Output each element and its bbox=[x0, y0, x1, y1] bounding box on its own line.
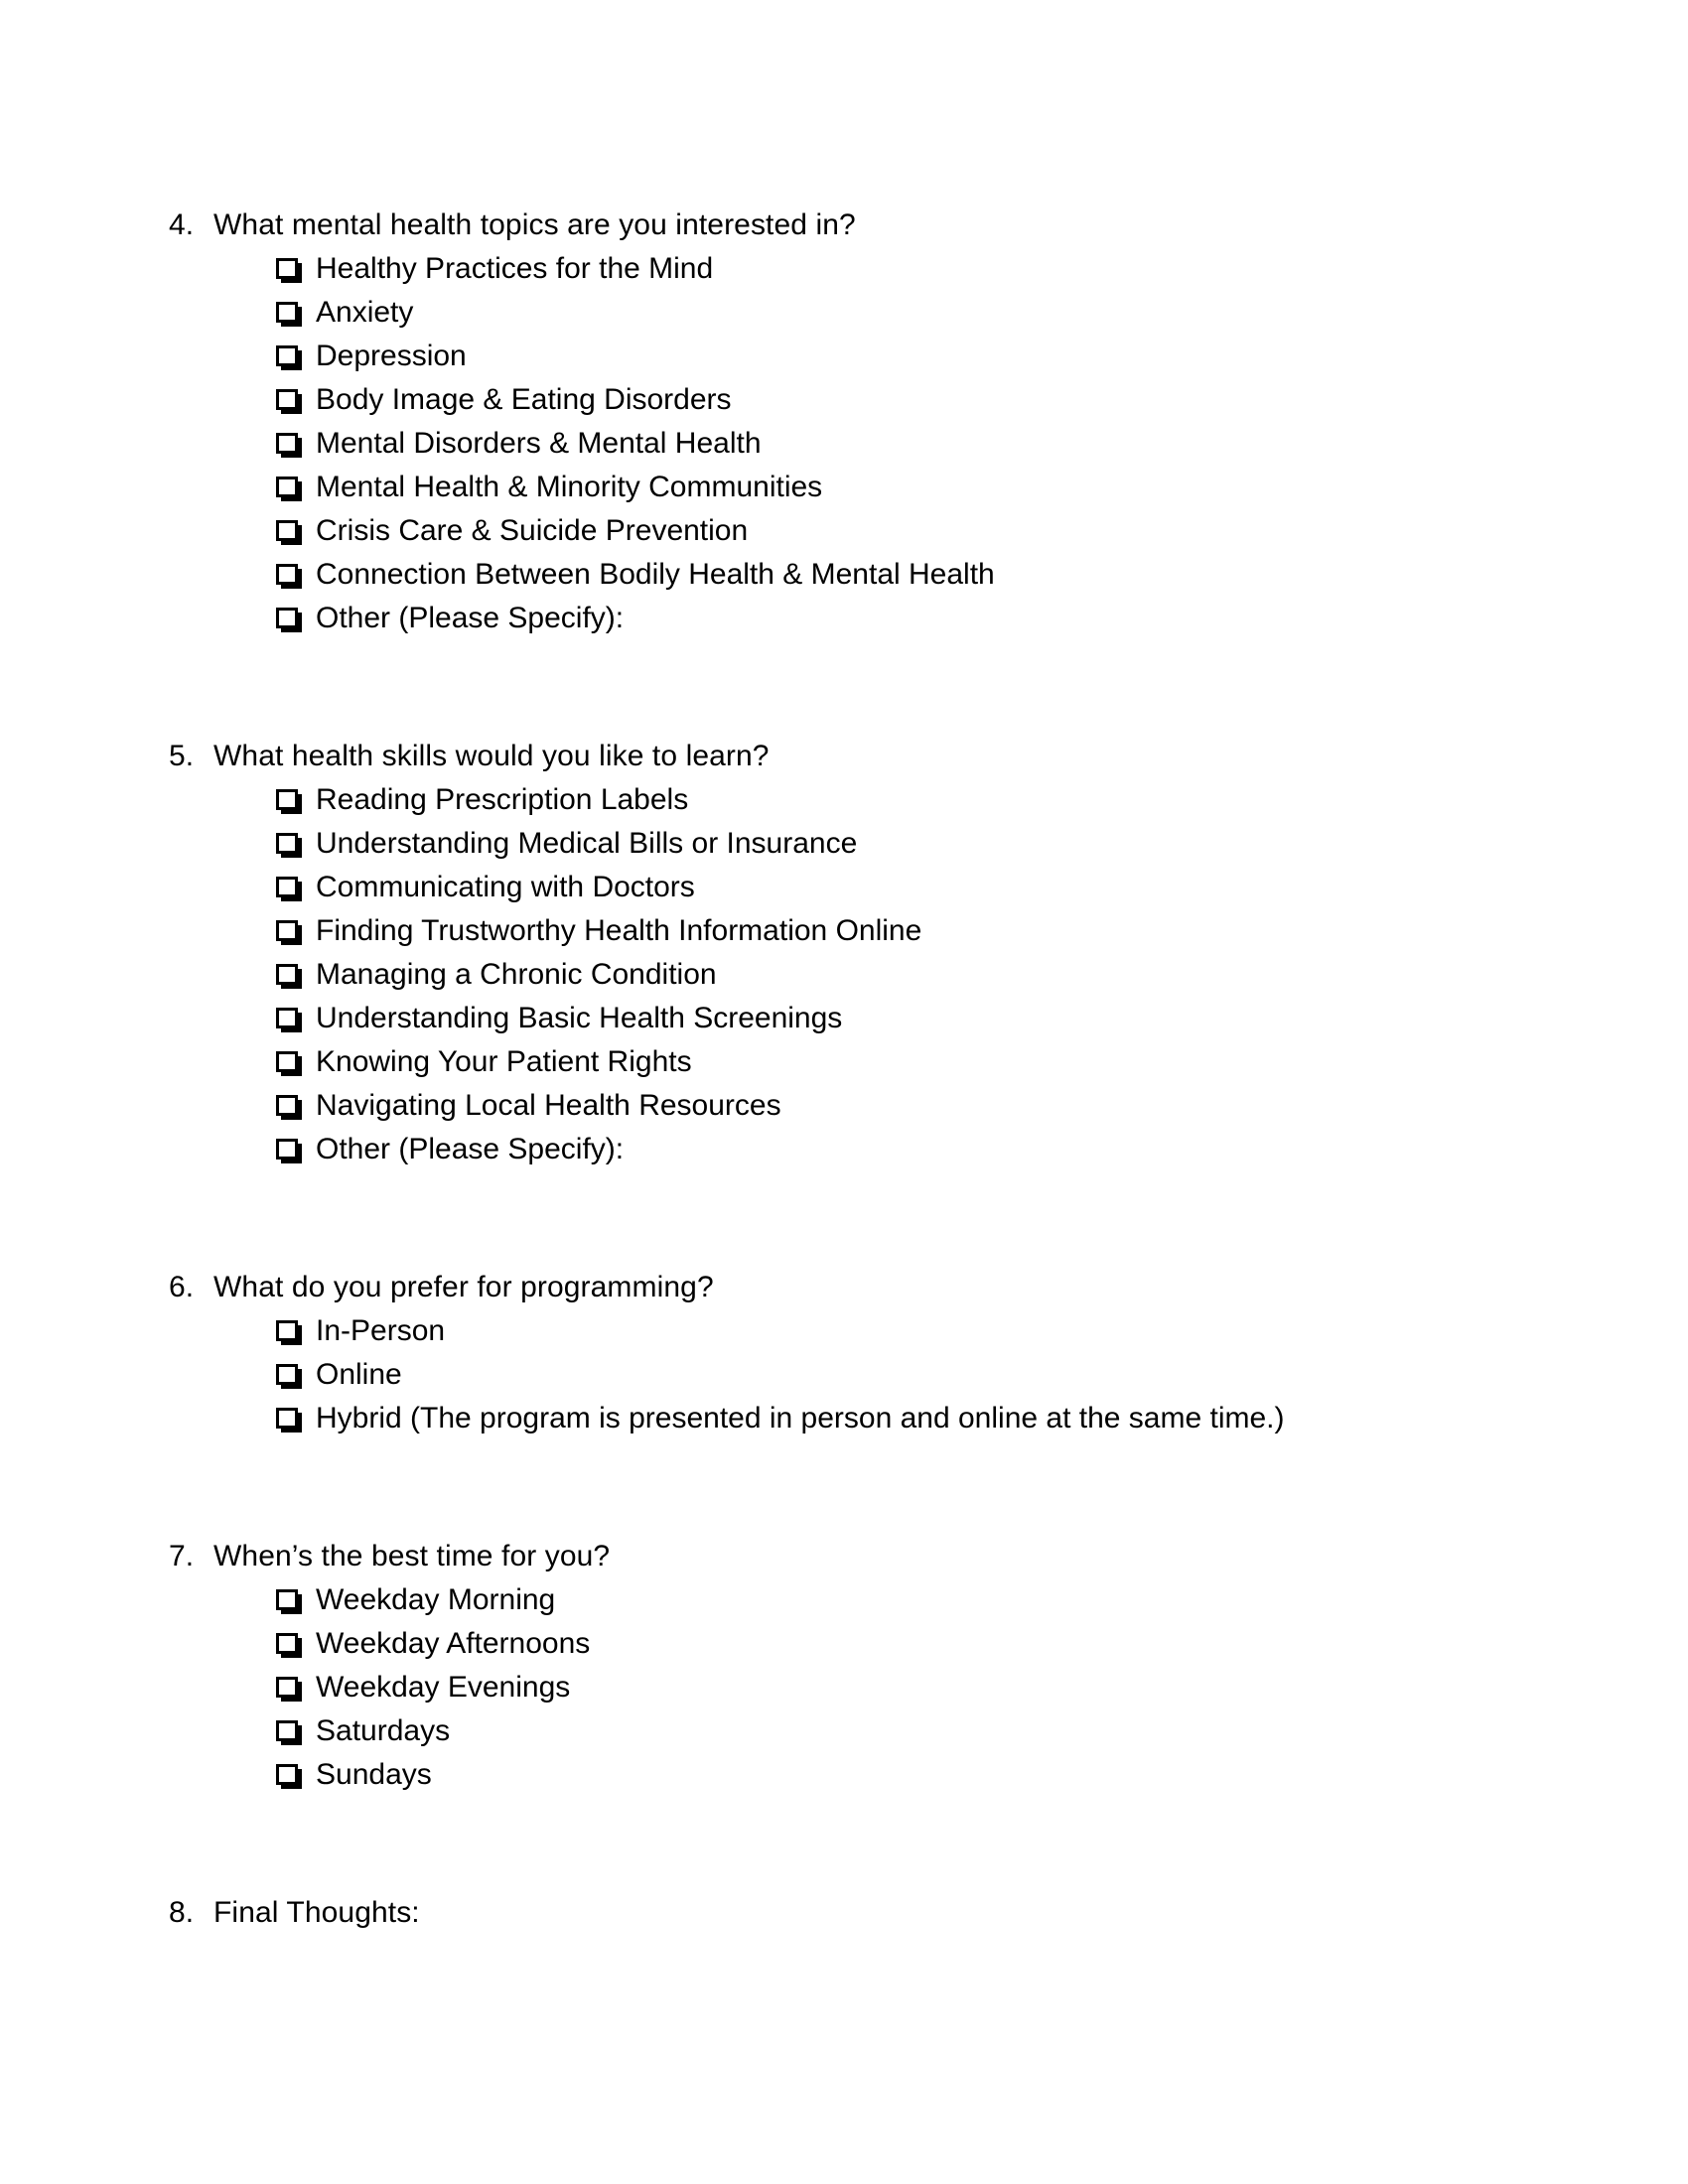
checkbox-option-label: Knowing Your Patient Rights bbox=[316, 1045, 692, 1078]
question-number: 5. bbox=[169, 740, 195, 772]
checkbox-icon[interactable] bbox=[276, 1040, 316, 1084]
checkbox-option-label: Connection Between Bodily Health & Mental Health bbox=[316, 558, 995, 591]
question-text: What mental health topics are you interested in? bbox=[213, 208, 856, 241]
checkbox-option-label: Other (Please Specify): bbox=[316, 1133, 625, 1165]
checkbox-icon[interactable] bbox=[276, 778, 316, 822]
question-block bbox=[169, 1891, 1519, 2133]
checkbox-option-row[interactable] bbox=[169, 291, 1519, 335]
question-number: 8. bbox=[169, 1896, 195, 1929]
checkbox-option-label: Body Image & Eating Disorders bbox=[316, 383, 732, 416]
question-block bbox=[169, 735, 1519, 1171]
option-list bbox=[169, 778, 1519, 1171]
checkbox-option-row[interactable] bbox=[169, 247, 1519, 291]
checkbox-option-row[interactable] bbox=[169, 466, 1519, 509]
checkbox-option-label: Weekday Morning bbox=[316, 1583, 556, 1616]
checkbox-option-row[interactable] bbox=[169, 1353, 1519, 1397]
checkbox-icon[interactable] bbox=[276, 1578, 316, 1622]
checkbox-option-label: Weekday Afternoons bbox=[316, 1627, 591, 1660]
question-text: What health skills would you like to learn? bbox=[213, 740, 770, 772]
option-list bbox=[169, 1309, 1519, 1440]
checkbox-option-label: Other (Please Specify): bbox=[316, 602, 625, 634]
question-block bbox=[169, 204, 1519, 640]
checkbox-option-label: Managing a Chronic Condition bbox=[316, 958, 717, 991]
checkbox-icon[interactable] bbox=[276, 1128, 316, 1171]
checkbox-option-row[interactable] bbox=[169, 597, 1519, 640]
checkbox-option-row[interactable] bbox=[169, 422, 1519, 466]
checkbox-option-row[interactable] bbox=[169, 509, 1519, 553]
checkbox-option-row[interactable] bbox=[169, 1578, 1519, 1622]
checkbox-option-label: Crisis Care & Suicide Prevention bbox=[316, 514, 749, 547]
question-heading bbox=[169, 1266, 1519, 1309]
question-text: What do you prefer for programming? bbox=[213, 1271, 714, 1303]
checkbox-icon[interactable] bbox=[276, 378, 316, 422]
checkbox-option-row[interactable] bbox=[169, 1397, 1519, 1440]
checkbox-option-label: Finding Trustworthy Health Information Online bbox=[316, 914, 922, 947]
question-text: When’s the best time for you? bbox=[213, 1540, 611, 1572]
option-list bbox=[169, 247, 1519, 640]
checkbox-icon[interactable] bbox=[276, 997, 316, 1040]
question-block bbox=[169, 1535, 1519, 1797]
checkbox-option-label: Anxiety bbox=[316, 296, 414, 329]
checkbox-option-row[interactable] bbox=[169, 1666, 1519, 1709]
checkbox-icon[interactable] bbox=[276, 1397, 316, 1440]
checkbox-option-row[interactable] bbox=[169, 1709, 1519, 1753]
question-number: 6. bbox=[169, 1271, 195, 1303]
checkbox-option-row[interactable] bbox=[169, 909, 1519, 953]
checkbox-option-row[interactable] bbox=[169, 335, 1519, 378]
question-heading bbox=[169, 1535, 1519, 1578]
free-response-answer-area[interactable] bbox=[169, 1935, 1519, 2133]
checkbox-icon[interactable] bbox=[276, 1666, 316, 1709]
checkbox-option-label: Saturdays bbox=[316, 1714, 451, 1747]
checkbox-option-label: Weekday Evenings bbox=[316, 1671, 571, 1704]
checkbox-option-row[interactable] bbox=[169, 553, 1519, 597]
checkbox-icon[interactable] bbox=[276, 1753, 316, 1797]
checkbox-option-label: Sundays bbox=[316, 1758, 432, 1791]
checkbox-icon[interactable] bbox=[276, 1309, 316, 1353]
checkbox-option-label: Reading Prescription Labels bbox=[316, 783, 689, 816]
option-list bbox=[169, 1578, 1519, 1797]
checkbox-option-label: In-Person bbox=[316, 1314, 446, 1347]
checkbox-option-label: Online bbox=[316, 1358, 402, 1391]
checkbox-option-label: Communicating with Doctors bbox=[316, 871, 695, 903]
checkbox-icon[interactable] bbox=[276, 1709, 316, 1753]
checkbox-icon[interactable] bbox=[276, 866, 316, 909]
checkbox-option-label: Navigating Local Health Resources bbox=[316, 1089, 781, 1122]
checkbox-option-row[interactable] bbox=[169, 822, 1519, 866]
checkbox-option-label: Mental Disorders & Mental Health bbox=[316, 427, 762, 460]
checkbox-icon[interactable] bbox=[276, 466, 316, 509]
checkbox-option-row[interactable] bbox=[169, 1084, 1519, 1128]
checkbox-option-row[interactable] bbox=[169, 778, 1519, 822]
checkbox-icon[interactable] bbox=[276, 1622, 316, 1666]
checkbox-option-row[interactable] bbox=[169, 953, 1519, 997]
checkbox-option-row[interactable] bbox=[169, 1622, 1519, 1666]
question-heading bbox=[169, 204, 1519, 247]
question-text: Final Thoughts: bbox=[213, 1896, 420, 1929]
checkbox-icon[interactable] bbox=[276, 822, 316, 866]
checkbox-icon[interactable] bbox=[276, 422, 316, 466]
checkbox-option-label: Healthy Practices for the Mind bbox=[316, 252, 714, 285]
checkbox-icon[interactable] bbox=[276, 953, 316, 997]
checkbox-icon[interactable] bbox=[276, 597, 316, 640]
checkbox-option-label: Understanding Basic Health Screenings bbox=[316, 1002, 843, 1034]
checkbox-icon[interactable] bbox=[276, 291, 316, 335]
checkbox-icon[interactable] bbox=[276, 909, 316, 953]
checkbox-option-label: Mental Health & Minority Communities bbox=[316, 471, 823, 503]
question-block bbox=[169, 1266, 1519, 1440]
checkbox-option-label: Understanding Medical Bills or Insurance bbox=[316, 827, 858, 860]
checkbox-icon[interactable] bbox=[276, 553, 316, 597]
checkbox-icon[interactable] bbox=[276, 509, 316, 553]
question-heading bbox=[169, 1891, 1519, 1935]
checkbox-icon[interactable] bbox=[276, 1084, 316, 1128]
checkbox-option-row[interactable] bbox=[169, 1309, 1519, 1353]
checkbox-option-row[interactable] bbox=[169, 1040, 1519, 1084]
checkbox-icon[interactable] bbox=[276, 335, 316, 378]
checkbox-option-row[interactable] bbox=[169, 1128, 1519, 1171]
checkbox-option-row[interactable] bbox=[169, 997, 1519, 1040]
checkbox-icon[interactable] bbox=[276, 247, 316, 291]
checkbox-option-row[interactable] bbox=[169, 866, 1519, 909]
question-number: 7. bbox=[169, 1540, 195, 1572]
checkbox-option-row[interactable] bbox=[169, 1753, 1519, 1797]
question-number: 4. bbox=[169, 208, 195, 241]
question-heading bbox=[169, 735, 1519, 778]
checkbox-option-row[interactable] bbox=[169, 378, 1519, 422]
checkbox-icon[interactable] bbox=[276, 1353, 316, 1397]
checkbox-option-label: Hybrid (The program is presented in person and online at the same time.) bbox=[316, 1402, 1285, 1434]
checkbox-option-label: Depression bbox=[316, 340, 467, 372]
